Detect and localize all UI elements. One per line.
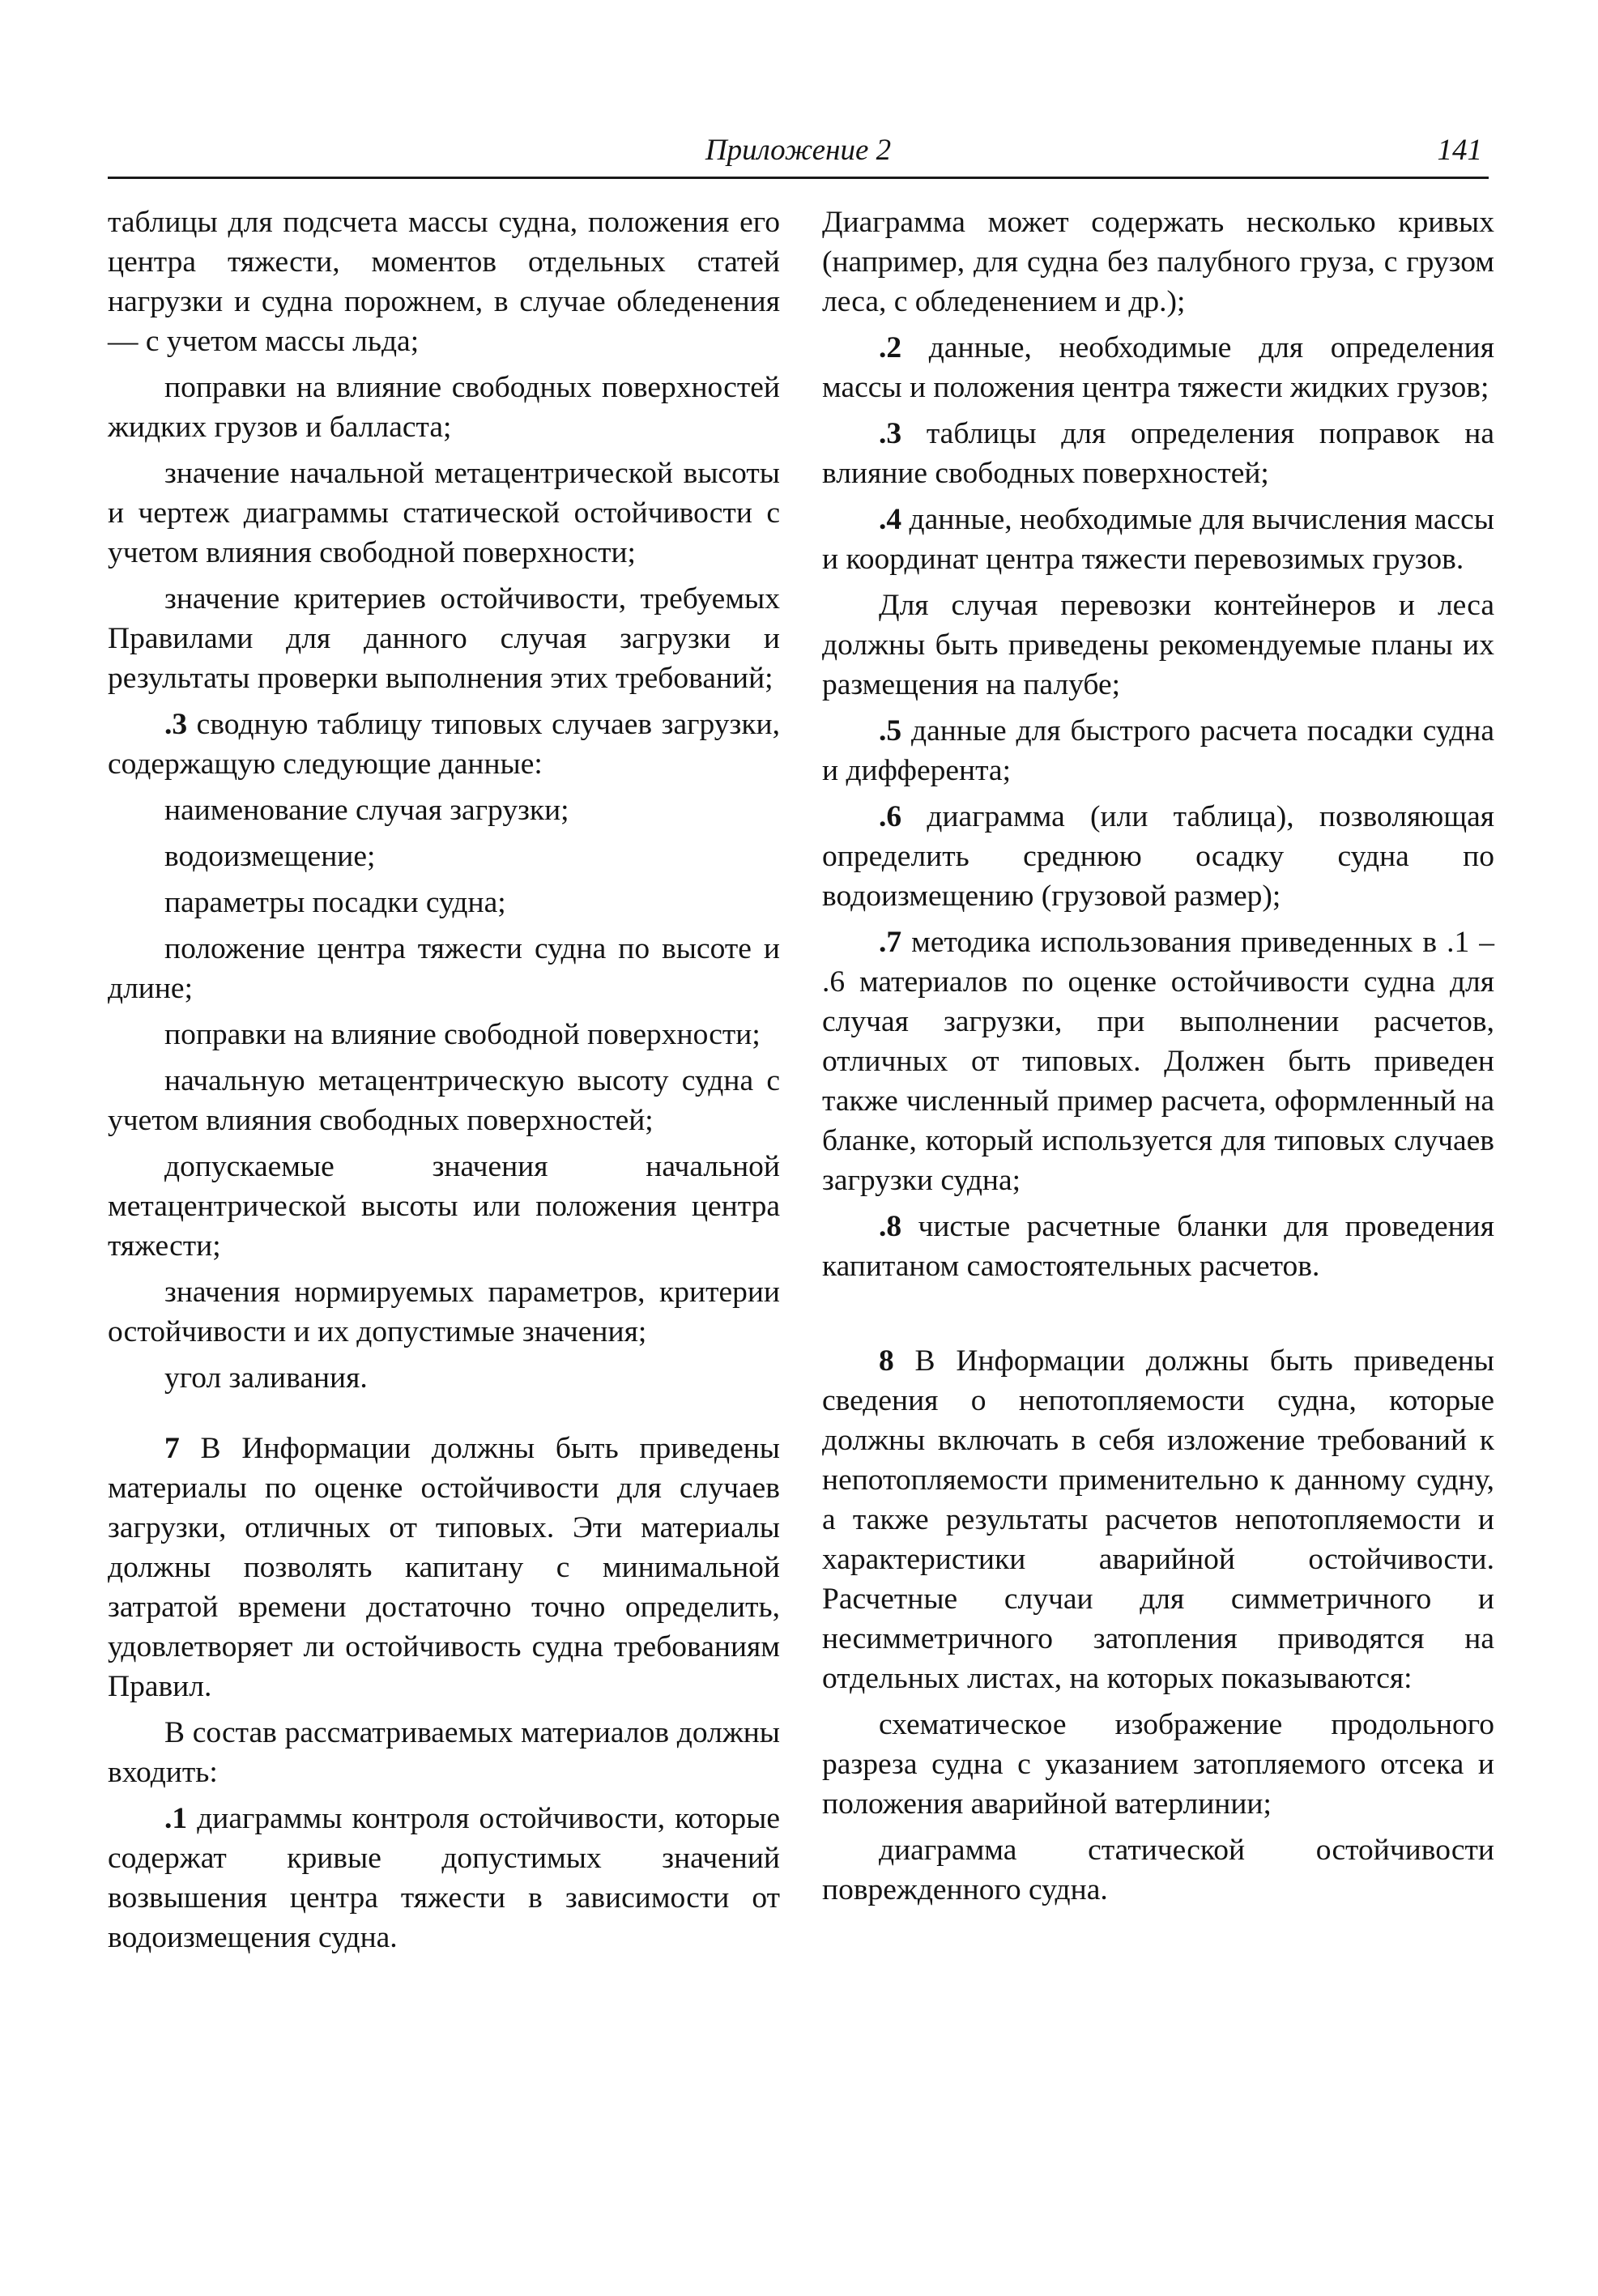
item-number: .5 — [879, 714, 902, 748]
item-text: данные, необходимые для вычисления массы и координат центра тяжести перевозимых грузов. — [822, 503, 1494, 576]
item-text: данные для быстрого расчета посадки судна и дифферента; — [822, 714, 1494, 787]
item-number: .2 — [879, 331, 902, 364]
list-item-paragraph — [822, 328, 1494, 407]
paragraph: начальную метацентрическую высоту судна с учетом влияния свободных поверхностей; — [108, 1064, 780, 1137]
item-text: диаграмма (или таблица), позволяющая определить среднюю осадку судна по водоизмещению (грузовой размер); — [822, 800, 1494, 913]
section-text: В Информации должны быть приведены сведения о непотопляемости судна, которые должны включать в себя изложение требований к непотопляемости применительно к данному судну, а также результаты расчетов непотопляемости и характеристики аварийной остойчивости. Расчетные случаи для симметричного и несимметричного затопления приводятся на отдельных листах, на которых показываются: — [822, 1344, 1494, 1695]
item-number: .1 — [164, 1802, 188, 1835]
paragraph: водоизмещение; — [164, 840, 376, 873]
list-item-paragraph — [822, 1207, 1494, 1286]
paragraph: значение начальной метацентрической высоты и чертеж диаграммы статической остойчивости с учетом влияния свободной поверхности; — [108, 457, 780, 569]
paragraph: наименование случая загрузки; — [164, 794, 569, 827]
paragraph: Диаграмма может содержать несколько кривых (например, для судна без палубного груза, с грузом леса, с обледенением и др.); — [822, 206, 1494, 318]
list-item-paragraph — [108, 1799, 780, 1957]
page-number: 141 — [1437, 134, 1482, 167]
item-number: .7 — [879, 926, 902, 959]
list-item-paragraph — [822, 414, 1494, 493]
section-text: В Информации должны быть приведены материалы по оценке остойчивости для случаев загрузки, отличных от типовых. Эти материалы должны позволять капитану с минимальной затратой времени достаточно точно определить, удовлетворяет ли остойчивость судна требованиям Правил. — [108, 1432, 780, 1703]
page-header — [108, 130, 1489, 175]
paragraph: поправки на влияние свободных поверхностей жидких грузов и балласта; — [108, 371, 780, 444]
right-column — [822, 202, 1494, 1916]
item-number: .3 — [164, 708, 188, 741]
section-paragraph — [108, 1429, 780, 1706]
running-title: Приложение 2 — [705, 134, 892, 167]
item-text: данные, необходимые для определения массы и положения центра тяжести жидких грузов; — [822, 331, 1494, 404]
item-number: .4 — [879, 503, 902, 536]
section-number: 8 — [879, 1344, 894, 1378]
list-item-paragraph — [822, 500, 1494, 579]
paragraph: В состав рассматриваемых материалов должны входить: — [108, 1716, 780, 1789]
paragraph: поправки на влияние свободной поверхности; — [164, 1018, 761, 1051]
paragraph: угол заливания. — [164, 1361, 368, 1395]
list-item-paragraph — [822, 922, 1494, 1200]
paragraph: таблицы для подсчета массы судна, положения его центра тяжести, моментов отдельных статей нагрузки и судна порожнем, в случае обледенения — с учетом массы льда; — [108, 206, 780, 358]
paragraph: положение центра тяжести судна по высоте и длине; — [108, 932, 780, 1005]
list-item-paragraph — [108, 705, 780, 784]
item-text: методика использования приведенных в .1 – .6 материалов по оценке остойчивости судна для случая загрузки, при выполнении расчетов, отличных от типовых. Должен быть приведен также численный пример расчета, оформленный на бланке, который используется для типовых случаев загрузки судна; — [822, 926, 1494, 1197]
item-number: .6 — [879, 800, 902, 833]
paragraph: значения нормируемых параметров, критерии остойчивости и их допустимые значения; — [108, 1276, 780, 1348]
paragraph: диаграмма статической остойчивости поврежденного судна. — [822, 1834, 1494, 1906]
paragraph: Для случая перевозки контейнеров и леса должны быть приведены рекомендуемые планы их размещения на палубе; — [822, 589, 1494, 701]
list-item-paragraph — [822, 711, 1494, 790]
item-text: диаграммы контроля остойчивости, которые содержат кривые допустимых значений возвышения центра тяжести в зависимости от водоизмещения судна. — [108, 1802, 780, 1954]
item-text: таблицы для определения поправок на влияние свободных поверхностей; — [822, 417, 1494, 490]
paragraph: параметры посадки судна; — [164, 886, 506, 919]
paragraph: схематическое изображение продольного разреза судна с указанием затопляемого отсека и положения аварийной ватерлинии; — [822, 1708, 1494, 1821]
section-number: 7 — [164, 1432, 180, 1465]
paragraph: значение критериев остойчивости, требуемых Правилами для данного случая загрузки и результаты проверки выполнения этих требований; — [108, 582, 780, 695]
list-item-paragraph — [822, 797, 1494, 916]
item-number: .8 — [879, 1210, 902, 1243]
header-rule — [108, 177, 1489, 179]
item-text: сводную таблицу типовых случаев загрузки, содержащую следующие данные: — [108, 708, 780, 781]
item-text: чистые расчетные бланки для проведения капитаном самостоятельных расчетов. — [822, 1210, 1494, 1283]
left-column — [108, 202, 780, 1964]
item-number: .3 — [879, 417, 902, 450]
paragraph: допускаемые значения начальной метацентрической высоты или положения центра тяжести; — [108, 1150, 780, 1263]
section-paragraph — [822, 1341, 1494, 1698]
